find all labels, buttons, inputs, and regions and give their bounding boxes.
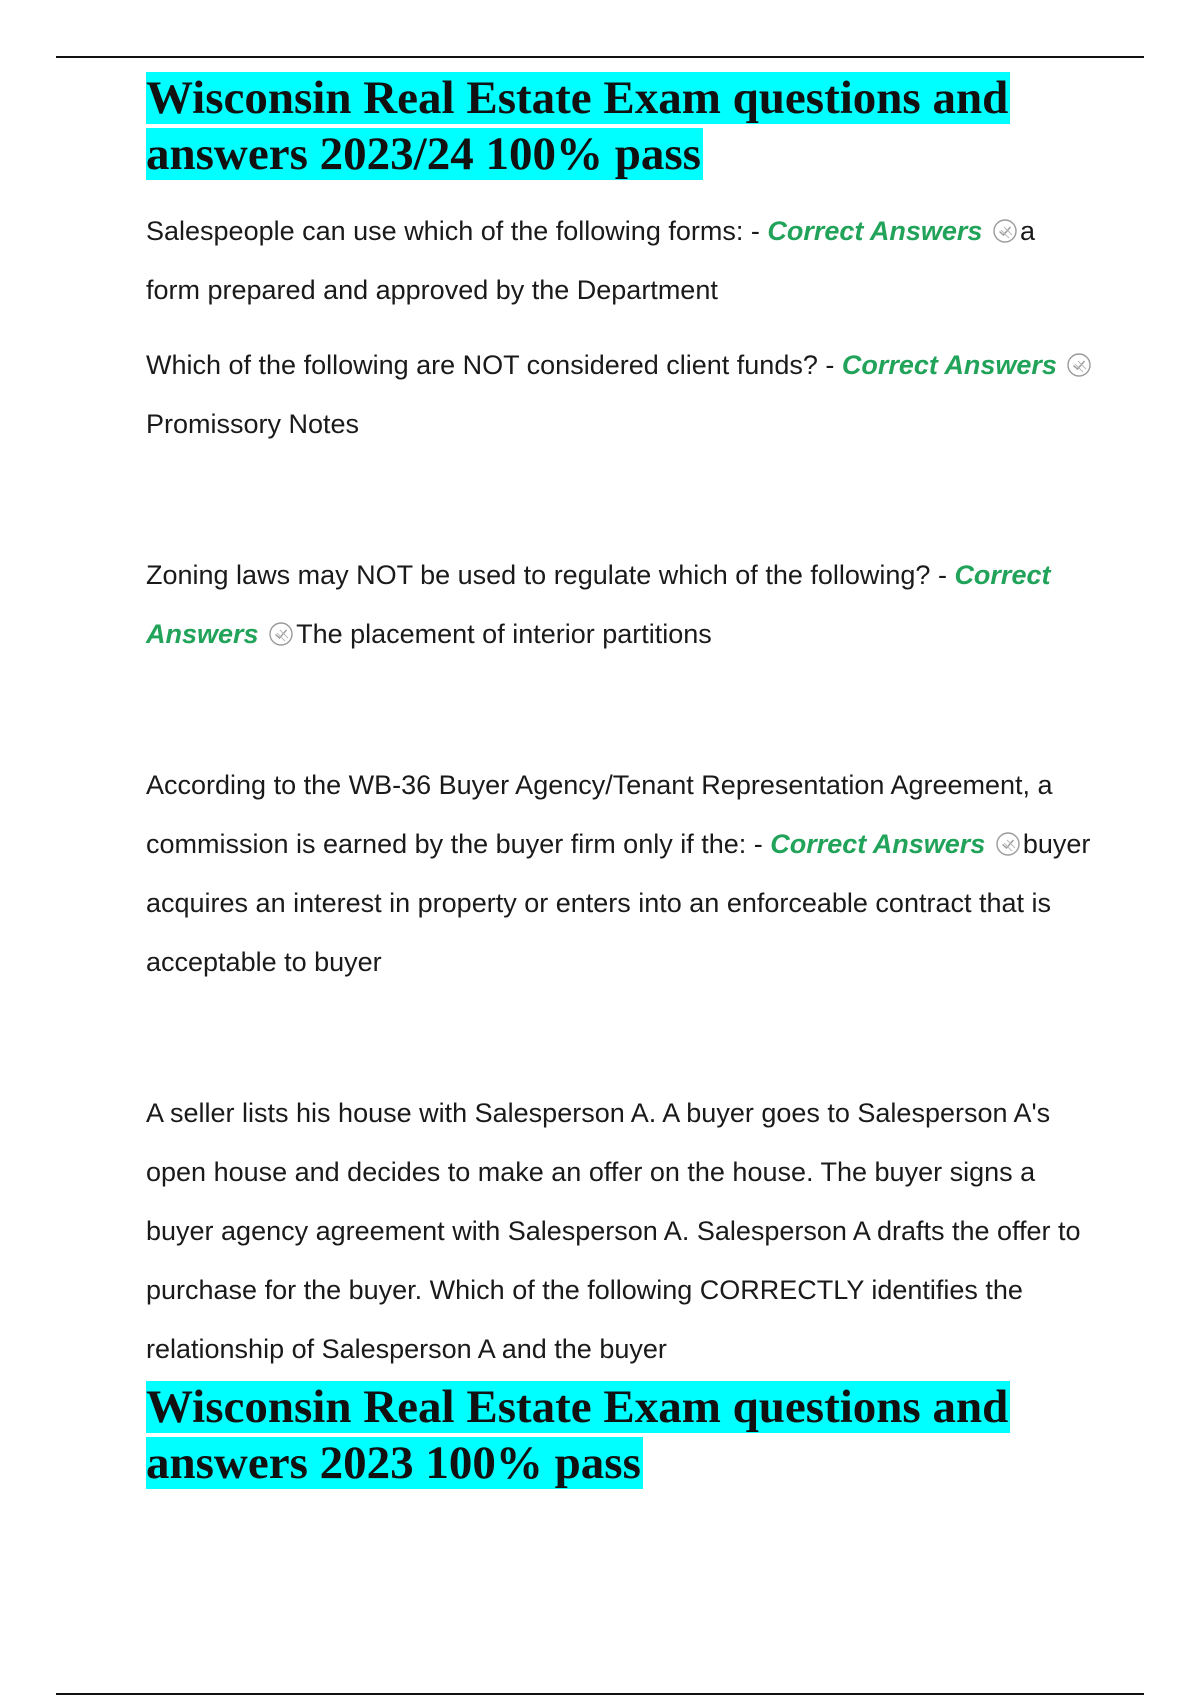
check-circle-icon	[992, 218, 1018, 244]
separator: -	[817, 350, 842, 380]
check-circle-icon	[268, 621, 294, 647]
qa-item-4	[146, 756, 1096, 992]
question-text: Which of the following are NOT considered client funds?	[146, 350, 818, 380]
bottom-rule	[56, 1693, 1144, 1695]
top-rule	[56, 56, 1144, 58]
qa-item-3	[146, 546, 1096, 664]
correct-answers-label: Correct Answers	[146, 560, 1051, 649]
check-circle-icon	[1066, 352, 1092, 378]
separator: -	[930, 560, 955, 590]
separator: -	[743, 216, 768, 246]
answer-text: buyer acquires an interest in property or enters into an enforceable contract that is acceptable to buyer	[146, 829, 1091, 977]
check-circle-icon	[995, 831, 1021, 857]
question-text: Zoning laws may NOT be used to regulate which of the following?	[146, 560, 931, 590]
repeated-title	[146, 1379, 1096, 1491]
qa-item-2	[146, 336, 1096, 454]
qa-item-5	[146, 1084, 1096, 1379]
document-body	[146, 70, 1096, 1491]
question-text: A seller lists his house with Salesperson A. A buyer goes to Salesperson A's open house and decides to make an offer on the house. The buyer signs a buyer agency agreement with Salesperson A. Salesperson A drafts the offer to purchase for the buyer. Which of the following CORRECTLY identifies the relationship of Salesperson A and the buyer	[146, 1098, 1081, 1364]
separator: -	[746, 829, 771, 859]
answer-text: Promissory Notes	[146, 409, 360, 439]
question-text: Salespeople can use which of the following forms:	[146, 216, 744, 246]
correct-answers-label: Correct Answers	[770, 829, 986, 859]
correct-answers-label: Correct Answers	[841, 350, 1057, 380]
answer-text: The placement of interior partitions	[296, 619, 712, 649]
correct-answers-label: Correct Answers	[767, 216, 983, 246]
qa-item-1	[146, 202, 1096, 320]
repeated-title-text: Wisconsin Real Estate Exam questions and answers 2023 100% pass	[146, 1381, 1009, 1489]
document-title	[146, 70, 1096, 182]
document-title-text: Wisconsin Real Estate Exam questions and answers 2023/24 100% pass	[146, 72, 1009, 180]
answer-text: a form prepared and approved by the Department	[146, 216, 1035, 305]
question-text: According to the WB-36 Buyer Agency/Tenant Representation Agreement, a commission is earned by the buyer firm only if the:	[146, 770, 1053, 859]
